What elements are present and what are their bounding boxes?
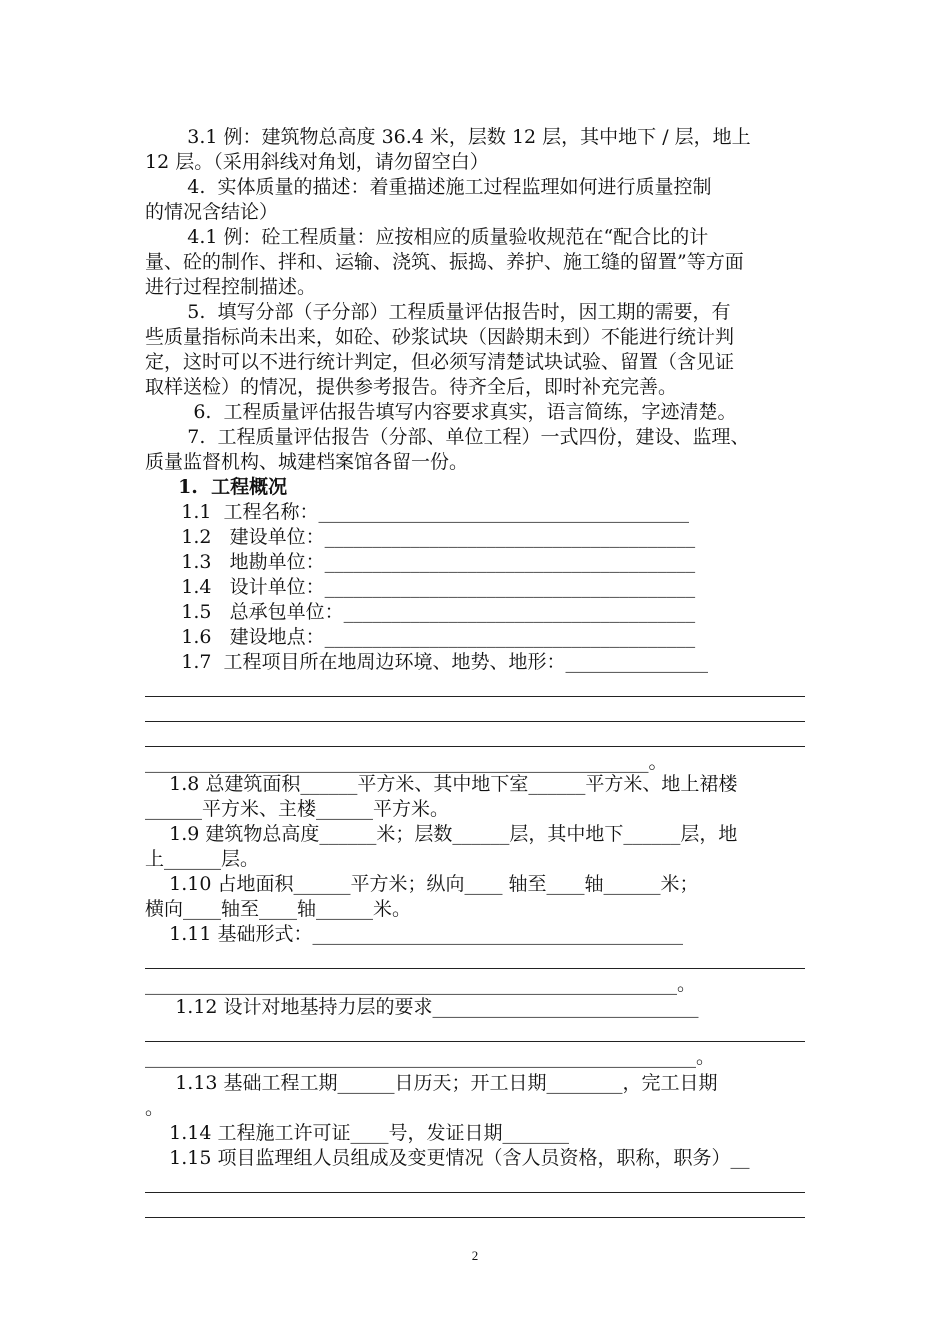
blank-line: [145, 968, 805, 969]
note-5-line-4: 取样送检）的情况，提供参考报告。待齐全后，即时补充完善。: [145, 376, 678, 398]
note-3-1-line-1: 3.1 例：建筑物总高度 36.4 米，层数 12 层，其中地下 / 层，地上: [145, 126, 751, 148]
field-foundation-type: 1.11 基础形式：_______________________________________: [145, 923, 684, 945]
note-3-1-line-2: 12 层。（采用斜线对角划，请勿留空白）: [145, 151, 489, 173]
blank-line: [145, 746, 805, 747]
field-survey-unit: 1.3 地勘单位：_______________________________________: [145, 551, 696, 573]
field-project-name: 1.1 工程名称：_______________________________________: [145, 501, 690, 523]
field-schedule-line-2: 。: [145, 1097, 165, 1119]
note-5-line-3: 定，这时可以不进行统计判定，但必须写清楚试块试验、留置（含见证: [145, 351, 735, 373]
field-area-line-1: 1.8 总建筑面积______平方米、其中地下室______平方米、地上裙楼: [145, 773, 738, 795]
field-surroundings-end: _____________________________________________________。: [145, 751, 668, 773]
field-bearing-layer-end: __________________________________________________________。: [145, 1046, 716, 1068]
note-4-1-line-2: 量、砼的制作、拌和、运输、浇筑、振捣、养护、施工缝的留置”等方面: [145, 251, 744, 273]
note-6: 6. 工程质量评估报告填写内容要求真实，语言简练，字迹清楚。: [145, 401, 737, 423]
blank-line: [145, 1041, 805, 1042]
note-7-line-1: 7. 工程质量评估报告（分部、单位工程）一式四份，建设、监理、: [145, 426, 750, 448]
field-footprint-line-1: 1.10 占地面积______平方米；纵向____ 轴至____轴______米；: [145, 873, 699, 895]
field-height-line-1: 1.9 建筑物总高度______米；层数______层，其中地下______层，地: [145, 823, 738, 845]
blank-line: [145, 1217, 805, 1218]
field-staff: 1.15 项目监理组人员组成及变更情况（含人员资格，职称，职务）__: [145, 1147, 750, 1169]
field-bearing-layer: 1.12 设计对地基持力层的要求____________________________: [145, 996, 699, 1018]
field-schedule-line-1: 1.13 基础工程工期______日历天；开工日期________，完工日期: [145, 1072, 718, 1094]
field-construction-site: 1.6 建设地点：_______________________________________: [145, 626, 696, 648]
field-foundation-type-end: ________________________________________________________。: [145, 973, 697, 995]
page-number: 2: [471, 1248, 479, 1263]
note-5-line-2: 些质量指标尚未出来，如砼、砂浆试块（因龄期未到）不能进行统计判: [145, 326, 735, 348]
field-general-contractor: 1.5 总承包单位：_____________________________________: [145, 601, 696, 623]
field-permit: 1.14 工程施工许可证____号，发证日期_______: [145, 1122, 570, 1144]
blank-line: [145, 721, 805, 722]
field-footprint-line-2: 横向____轴至____轴______米。: [145, 898, 412, 920]
field-design-unit: 1.4 设计单位：_______________________________________: [145, 576, 696, 598]
note-4-1-line-3: 进行过程控制描述。: [145, 276, 317, 298]
field-surroundings: 1.7 工程项目所在地周边环境、地势、地形：_______________: [145, 651, 709, 673]
note-7-line-2: 质量监督机构、城建档案馆各留一份。: [145, 451, 469, 473]
section-title: 1. 工程概况: [145, 476, 288, 498]
field-construction-unit: 1.2 建设单位：_______________________________________: [145, 526, 696, 548]
field-height-line-2: 上______层。: [145, 848, 260, 870]
blank-line: [145, 1192, 805, 1193]
note-4-line-2: 的情况含结论）: [145, 201, 279, 223]
note-4-1-line-1: 4.1 例：砼工程质量：应按相应的质量验收规范在“配合比的计: [145, 226, 709, 248]
field-area-line-2: ______平方米、主楼______平方米。: [145, 798, 450, 820]
blank-line: [145, 696, 805, 697]
note-5-line-1: 5. 填写分部（子分部）工程质量评估报告时，因工期的需要，有: [145, 301, 731, 323]
note-4-line-1: 4. 实体质量的描述：着重描述施工过程监理如何进行质量控制: [145, 176, 712, 198]
